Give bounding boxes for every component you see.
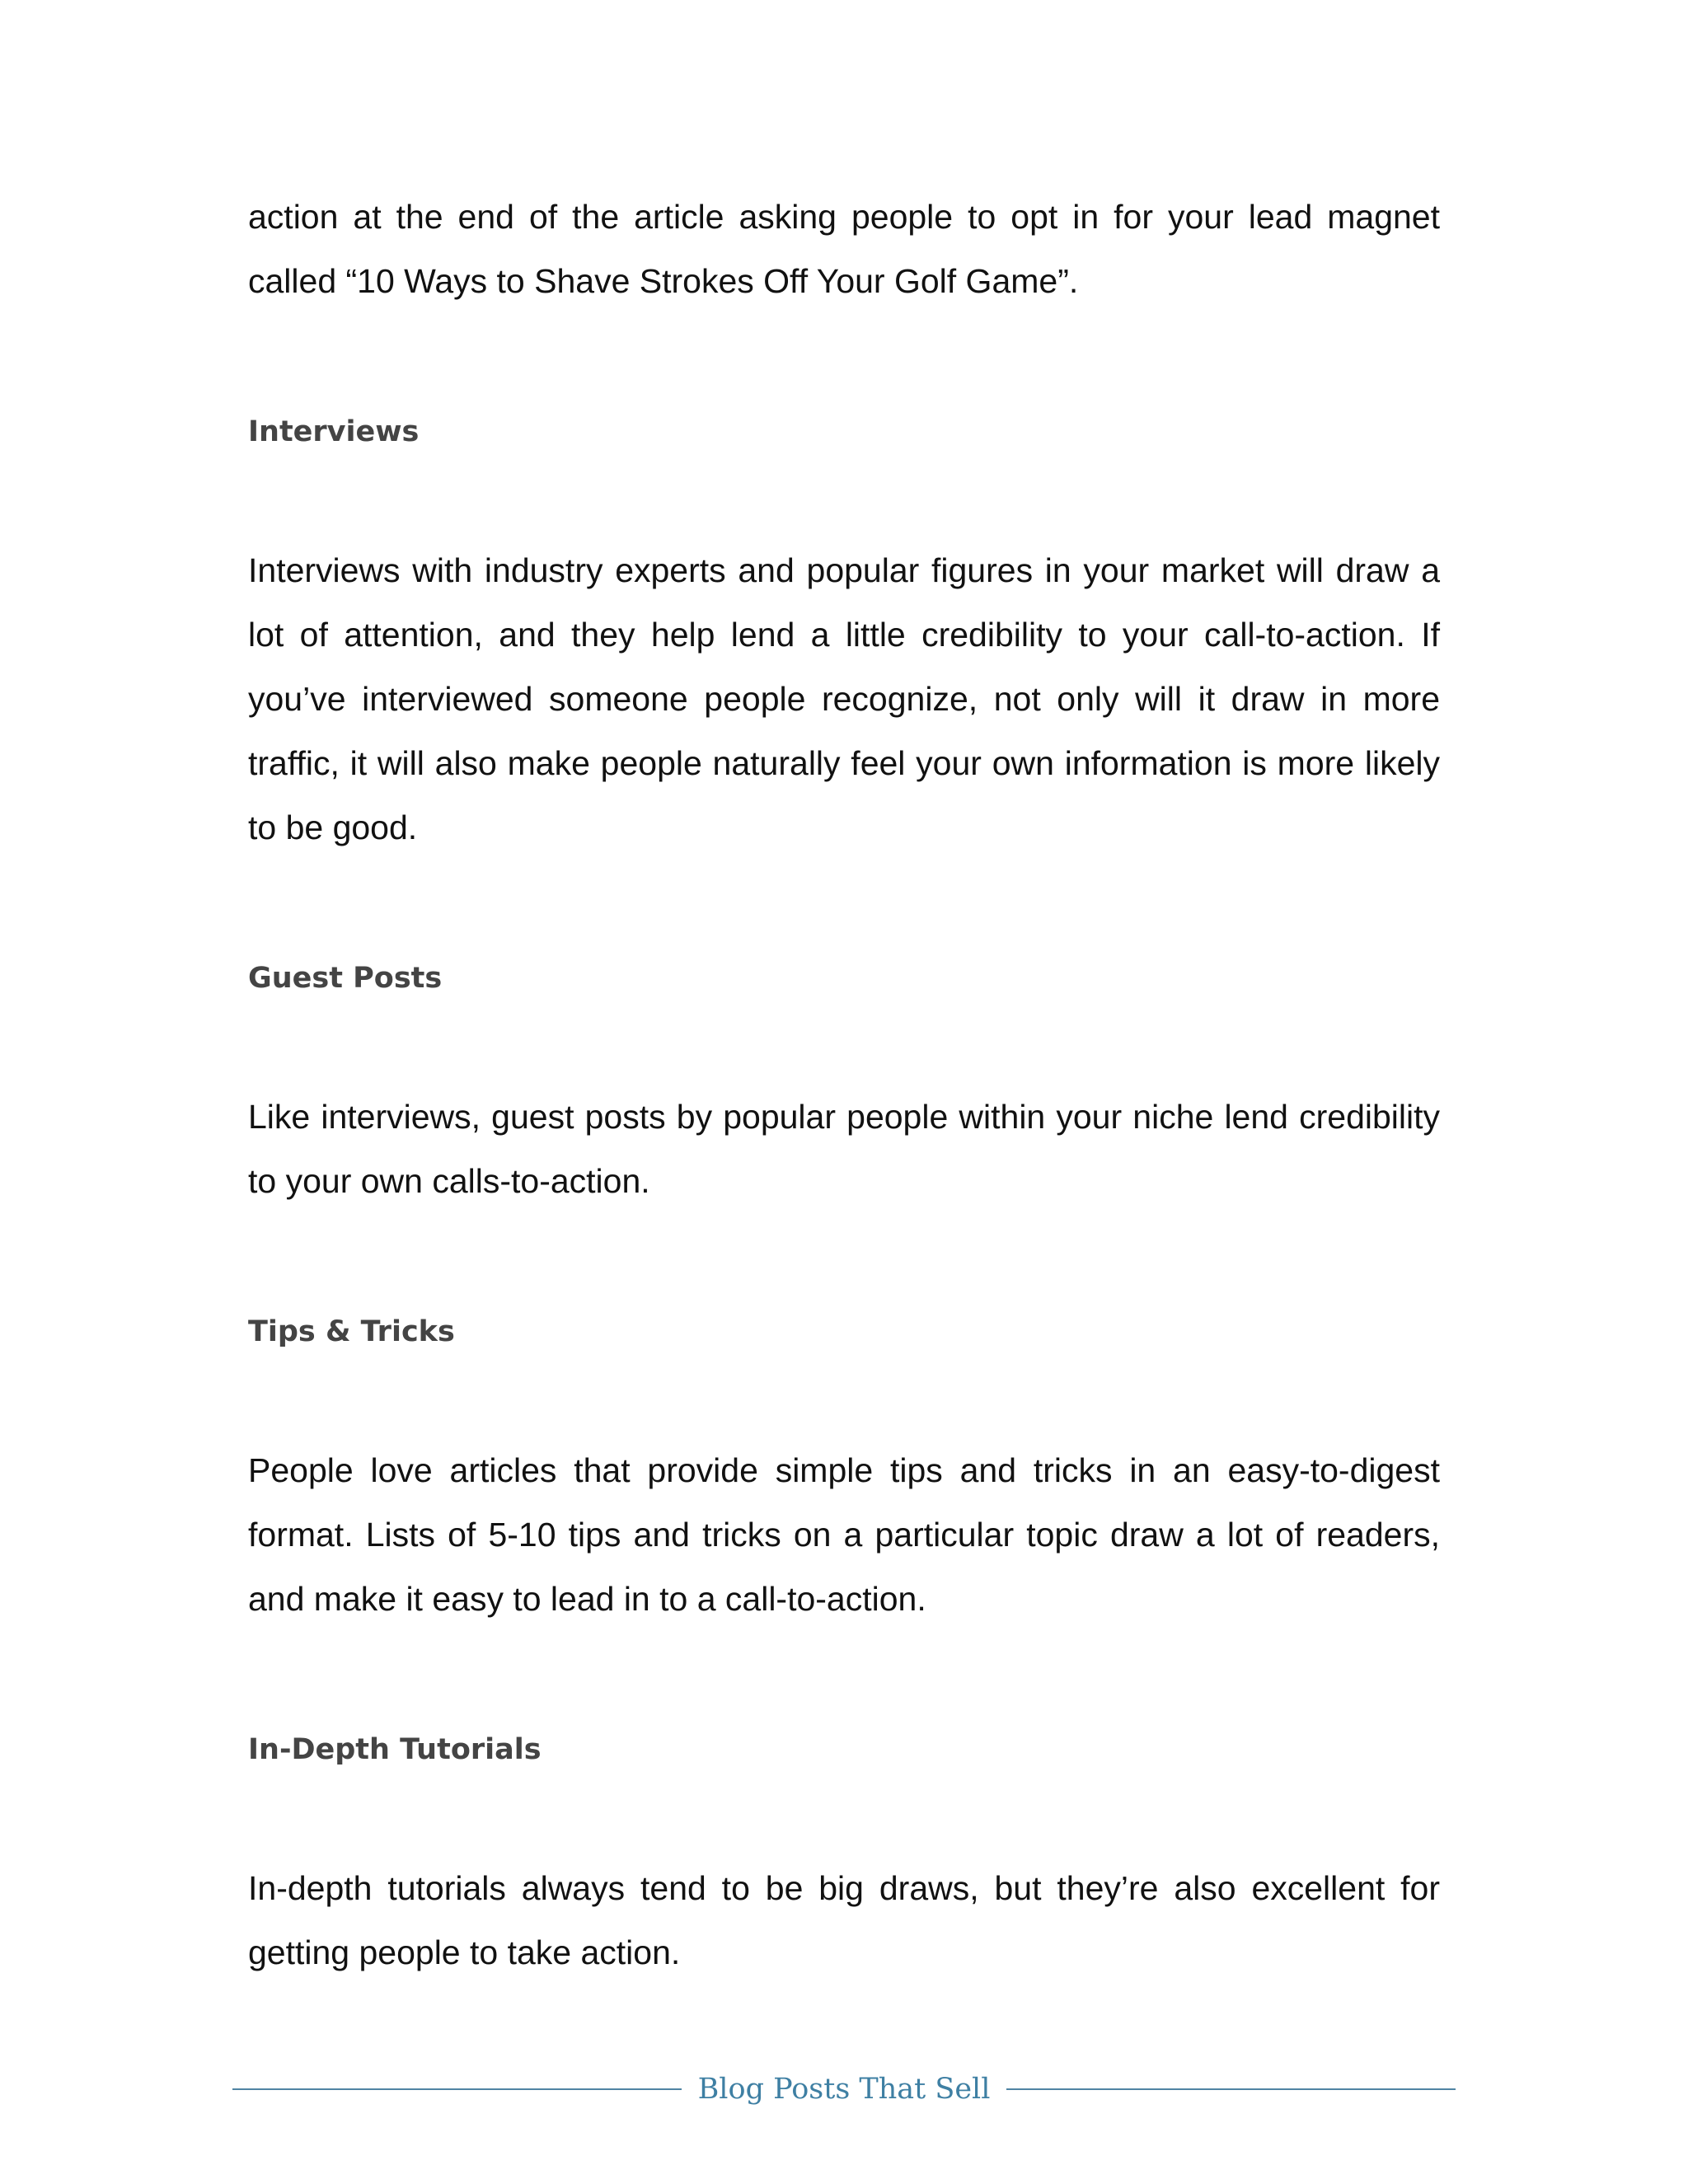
intro-paragraph: action at the end of the article asking people to opt in for your lead magnet called “10 Ways to Shave Strokes Off Your Golf Game”.: [248, 198, 1440, 300]
page-footer: [232, 2069, 1456, 2110]
tips-tricks-paragraph: People love articles that provide simple tips and tricks in an easy-to-digest format. Lists of 5-10 tips and tricks on a particular topic draw a lot of readers, and make it easy to lead in to a call-to-action.: [248, 1451, 1440, 1618]
guest-posts-heading: Guest Posts: [248, 962, 443, 995]
footer-rule-right: [1006, 2088, 1456, 2090]
interviews-heading: Interviews: [248, 415, 420, 448]
tutorials-heading: In-Depth Tutorials: [248, 1733, 542, 1766]
footer-title: Blog Posts That Sell: [697, 2073, 991, 2106]
tips-tricks-heading: Tips & Tricks: [248, 1315, 455, 1348]
interviews-paragraph: Interviews with industry experts and popular figures in your market will draw a lot of attention, and they help lend a little credibility to your call-to-action. If you’ve interviewed someone people recognize, not only will it draw in more traffic, it will also make people naturally feel your own information is more likely to be good.: [248, 551, 1440, 846]
footer-rule-left: [232, 2088, 682, 2090]
page-content: [248, 185, 1440, 1985]
tutorials-paragraph: In-depth tutorials always tend to be big draws, but they’re also excellent for getting people to take action.: [248, 1869, 1440, 1971]
guest-posts-paragraph: Like interviews, guest posts by popular people within your niche lend credibility to your own calls-to-action.: [248, 1098, 1440, 1200]
